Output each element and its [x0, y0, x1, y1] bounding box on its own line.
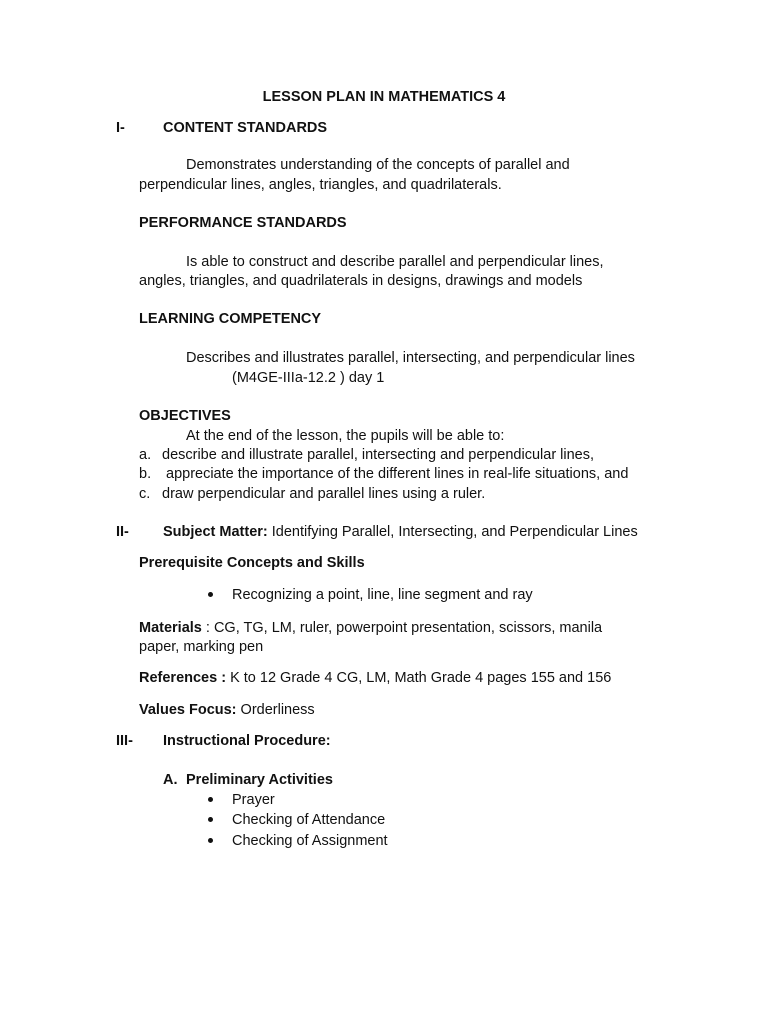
preliminary-marker: A.	[163, 772, 178, 788]
bullet-dot	[208, 797, 213, 802]
objective-a-marker: a.	[139, 447, 152, 463]
section-1-numeral: I-	[116, 120, 125, 136]
materials-line-2: paper, marking pen	[139, 639, 264, 655]
preliminary-activities-heading: Preliminary Activities	[186, 772, 333, 788]
performance-standards-line-1: Is able to construct and describe parallel and perpendicular lines,	[186, 254, 604, 270]
objectives-intro: At the end of the lesson, the pupils will be able to:	[186, 428, 505, 444]
materials-value: : CG, TG, LM, ruler, powerpoint presentation, scissors, manila	[201, 620, 603, 636]
learning-competency-line-2: (M4GE-IIIa-12.2 ) day 1	[232, 370, 385, 386]
objective-c-marker: c.	[139, 486, 151, 502]
content-standards-line-2: perpendicular lines, angles, triangles, and quadrilaterals.	[139, 177, 502, 193]
subject-matter-value: Identifying Parallel, Intersecting, and Perpendicular Lines	[267, 524, 638, 540]
section-2-numeral: II-	[116, 524, 129, 540]
references-label: References :	[139, 670, 227, 686]
activity-item-assignment: Checking of Assignment	[232, 833, 388, 849]
learning-competency-line-1: Describes and illustrates parallel, intersecting, and perpendicular lines	[186, 350, 635, 366]
objective-c-text: draw perpendicular and parallel lines using a ruler.	[162, 486, 486, 502]
document-title: LESSON PLAN IN MATHEMATICS 4	[262, 89, 506, 105]
section-3-numeral: III-	[116, 733, 133, 749]
values-focus-line	[139, 700, 315, 720]
performance-standards-heading: PERFORMANCE STANDARDS	[139, 215, 347, 231]
activity-item-attendance: Checking of Attendance	[232, 812, 386, 828]
objective-b-marker: b.	[139, 466, 152, 482]
activity-item-prayer: Prayer	[232, 792, 275, 808]
bullet-dot	[208, 817, 213, 822]
objectives-heading: OBJECTIVES	[139, 408, 231, 424]
objective-b-text: appreciate the importance of the different lines in real-life situations, and	[166, 466, 629, 482]
content-standards-heading: CONTENT STANDARDS	[163, 120, 328, 136]
bullet-dot	[208, 838, 213, 843]
content-standards-line-1: Demonstrates understanding of the concepts of parallel and	[186, 157, 570, 173]
subject-matter-label: Subject Matter:	[163, 524, 268, 540]
values-focus-value: Orderliness	[236, 702, 315, 718]
values-focus-label: Values Focus:	[139, 702, 237, 718]
references-value: K to 12 Grade 4 CG, LM, Math Grade 4 pages 155 and 156	[226, 670, 612, 686]
learning-competency-heading: LEARNING COMPETENCY	[139, 311, 322, 327]
materials-label: Materials	[139, 620, 202, 636]
prerequisite-heading: Prerequisite Concepts and Skills	[139, 555, 365, 571]
subject-matter-line	[163, 522, 638, 542]
objective-a-text: describe and illustrate parallel, intersecting and perpendicular lines,	[162, 447, 595, 463]
prerequisite-item: Recognizing a point, line, line segment and ray	[232, 587, 533, 603]
references-line	[139, 668, 611, 688]
bullet-dot	[208, 592, 213, 597]
performance-standards-line-2: angles, triangles, and quadrilaterals in designs, drawings and models	[139, 273, 583, 289]
materials-line-1	[139, 618, 602, 638]
instructional-procedure-heading: Instructional Procedure:	[163, 733, 331, 749]
